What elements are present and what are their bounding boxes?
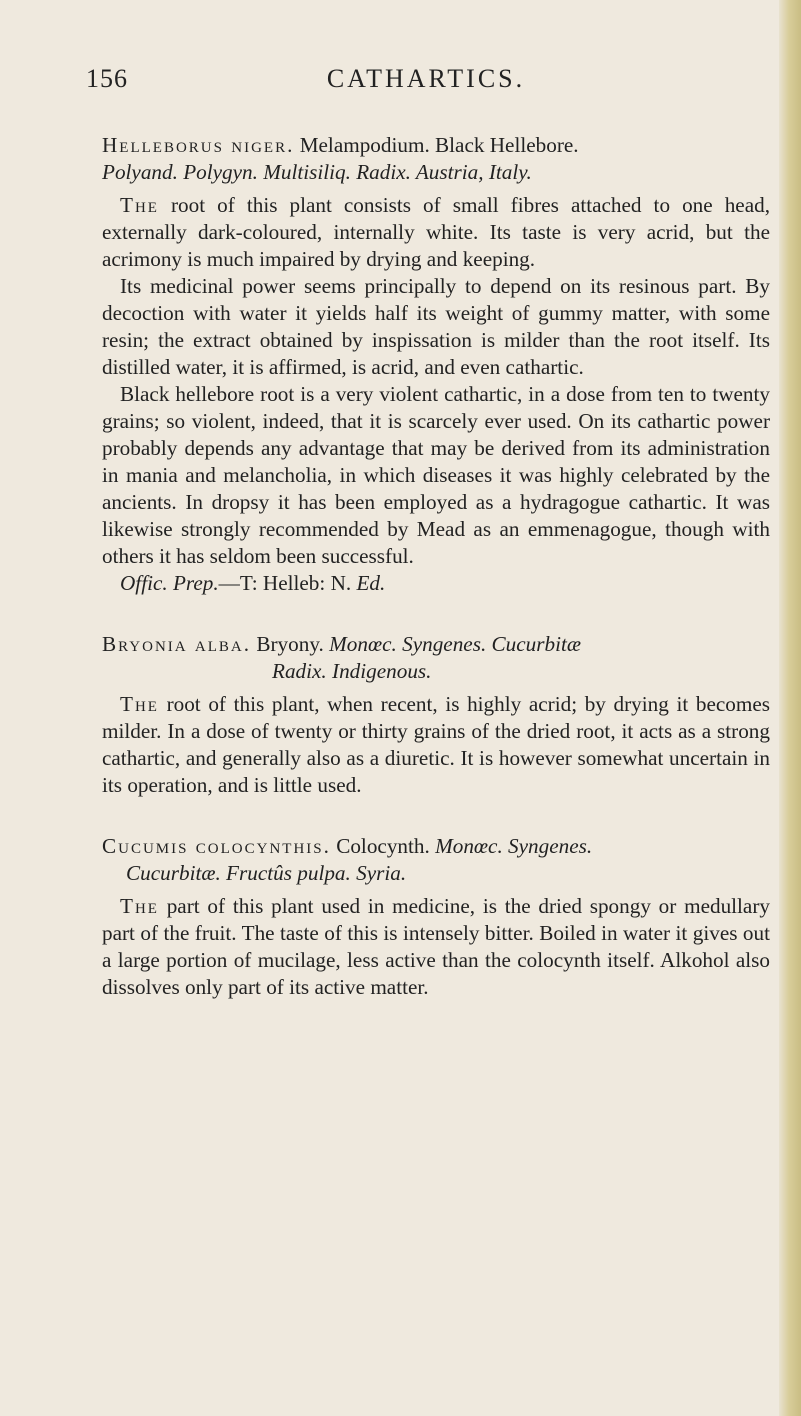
offic-text: —T: Helleb: N. bbox=[218, 571, 357, 595]
paragraph-text: root of this plant consists of small fibres attached to one head, externally dark-coloured, internally white. Its taste is very acrid, but the acrimony is much impaired by drying and keeping. bbox=[102, 193, 770, 271]
classification: Polyand. Polygyn. Multisiliq. Radix. Austria, Italy. bbox=[102, 160, 532, 184]
paragraph bbox=[102, 893, 770, 1001]
entry-heading bbox=[102, 833, 770, 887]
entry-helleborus bbox=[102, 132, 770, 597]
lead-word: The bbox=[120, 692, 159, 716]
entry-cucumis bbox=[102, 833, 770, 1001]
paragraph-text: root of this plant, when recent, is highly acrid; by drying it becomes milder. In a dose of twenty or thirty grains of the dried root, it acts as a strong cathartic, and generally also as a diuretic. It is however somewhat uncertain in its operation, and is little used. bbox=[102, 692, 770, 797]
plant-name: Helleborus niger. bbox=[102, 133, 295, 157]
running-head: CATHARTICS. bbox=[326, 64, 526, 93]
lead-word: The bbox=[120, 894, 159, 918]
offic-label: Offic. Prep. bbox=[120, 571, 219, 595]
paragraph bbox=[102, 192, 770, 273]
plant-name: Bryonia alba. bbox=[102, 632, 252, 656]
entry-heading bbox=[102, 132, 770, 186]
common-names: Melampodium. Black Hellebore. bbox=[294, 133, 579, 157]
entry-bryonia bbox=[102, 631, 770, 799]
classification: Monœc. Syngenes. Cucurbitæ bbox=[329, 632, 582, 656]
officinal-preparations bbox=[102, 570, 770, 597]
page-header bbox=[86, 64, 766, 100]
offic-ed: Ed. bbox=[356, 571, 386, 595]
classification: Monœc. Syngenes. bbox=[435, 834, 593, 858]
lead-word: The bbox=[120, 193, 159, 217]
page-number: 156 bbox=[86, 64, 128, 93]
paragraph: Black hellebore root is a very violent cathartic, in a dose from ten to twenty grains; so violent, indeed, that it is scarcely ever used. On its cathartic power probably depends any advantage that may be derived from its administration in mania and melancholia, in which diseases it was highly celebrated by the ancients. In dropsy it has been employed as a hydragogue cathartic. It was likewise strongly recommended by Mead as an emmenagogue, though with others it has seldom been successful. bbox=[102, 382, 770, 568]
entry-heading bbox=[102, 631, 770, 685]
classification-line-2: Radix. Indigenous. bbox=[272, 659, 432, 683]
page-edge bbox=[779, 0, 801, 1416]
common-names: Colocynth. bbox=[330, 834, 436, 858]
plant-name: Cucumis colocynthis. bbox=[102, 834, 331, 858]
classification-line-2: Cucurbitæ. Fructûs pulpa. Syria. bbox=[126, 861, 407, 885]
paragraph-text: part of this plant used in medicine, is the dried spongy or medullary part of the fruit. The taste of this is intensely bitter. Boiled in water it gives out a large portion of mucilage, less active than the colocynth itself. Alkohol also dissolves only part of its active matter. bbox=[102, 894, 770, 999]
paragraph: Its medicinal power seems principally to depend on its resinous part. By decoction with water it yields half its weight of gummy matter, with some resin; the extract obtained by inspissation is milder than the root itself. Its distilled water, it is affirmed, is acrid, and even cathartic. bbox=[102, 274, 770, 379]
common-names: Bryony. bbox=[251, 632, 330, 656]
paragraph bbox=[102, 691, 770, 799]
page-body bbox=[102, 132, 770, 1001]
